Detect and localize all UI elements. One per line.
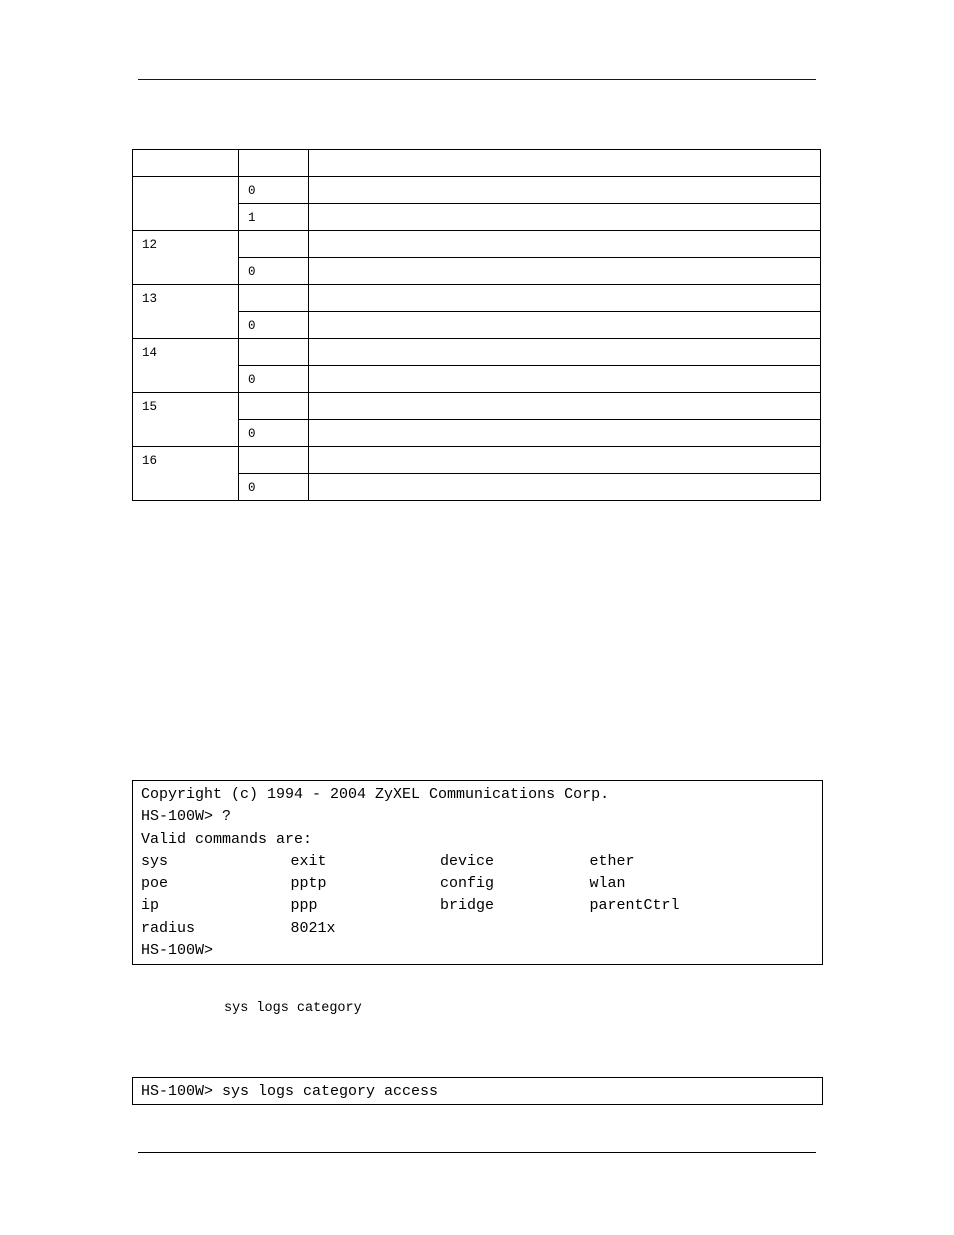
table-cell [309, 177, 821, 204]
command-row [141, 851, 822, 873]
command-name: pptp [290, 875, 327, 893]
header-rule [138, 79, 816, 80]
table-cell: 0 [239, 312, 309, 339]
command-name: ppp [290, 897, 318, 915]
command-name: parentCtrl [589, 897, 680, 915]
inline-command: sys logs category [224, 1001, 362, 1016]
command-row [141, 895, 822, 917]
table-row [133, 231, 821, 258]
console-example-help [132, 780, 823, 965]
table-cell [309, 231, 821, 258]
command-name: 8021x [290, 919, 336, 937]
table-cell [133, 177, 239, 231]
table-row [133, 339, 821, 366]
command-row [141, 873, 822, 895]
console-line: Valid commands are: [141, 830, 313, 848]
table-cell [239, 339, 309, 366]
table-cell [239, 393, 309, 420]
console-example-category: HS-100W> sys logs category access [132, 1077, 823, 1105]
table-cell [239, 285, 309, 312]
console-prompt: HS-100W> [141, 942, 214, 960]
command-name: device [440, 852, 495, 870]
table-cell: 14 [133, 339, 239, 393]
table-cell: 0 [239, 177, 309, 204]
table-cell: 12 [133, 231, 239, 285]
table-cell [133, 150, 239, 177]
table-cell [309, 258, 821, 285]
footer-rule [138, 1152, 816, 1153]
table-cell [309, 285, 821, 312]
table-cell: 1 [239, 204, 309, 231]
command-name: poe [141, 875, 169, 893]
command-name: radius [141, 919, 196, 937]
table-cell [309, 393, 821, 420]
command-name: exit [290, 852, 327, 870]
table-cell: 0 [239, 474, 309, 501]
command-name [440, 918, 590, 940]
table-row [133, 447, 821, 474]
console-line: Copyright (c) 1994 - 2004 ZyXEL Communications Corp. [141, 786, 610, 803]
command-name: wlan [589, 875, 626, 893]
table-cell: 16 [133, 447, 239, 501]
table-cell [309, 150, 821, 177]
command-name [590, 918, 740, 940]
table-cell: 0 [239, 258, 309, 285]
command-name: config [440, 875, 495, 893]
table-cell [309, 312, 821, 339]
command-name: bridge [440, 897, 495, 915]
table-cell [309, 474, 821, 501]
table-cell [239, 447, 309, 474]
table-row [133, 177, 821, 204]
table-cell: 0 [239, 420, 309, 447]
table-cell [309, 339, 821, 366]
table-cell [309, 366, 821, 393]
table-row [133, 285, 821, 312]
command-name: sys [141, 852, 169, 870]
table-row [133, 393, 821, 420]
console-line: HS-100W> ? [141, 808, 232, 826]
table-row [133, 150, 821, 177]
table-cell [239, 150, 309, 177]
command-name: ether [589, 852, 635, 870]
table-cell: 13 [133, 285, 239, 339]
table-cell [309, 420, 821, 447]
log-category-table [132, 149, 821, 501]
table-cell [239, 231, 309, 258]
command-name: ip [141, 897, 160, 915]
command-row [141, 918, 822, 940]
table-cell [309, 204, 821, 231]
table-cell [309, 447, 821, 474]
table-cell: 15 [133, 393, 239, 447]
table-cell: 0 [239, 366, 309, 393]
